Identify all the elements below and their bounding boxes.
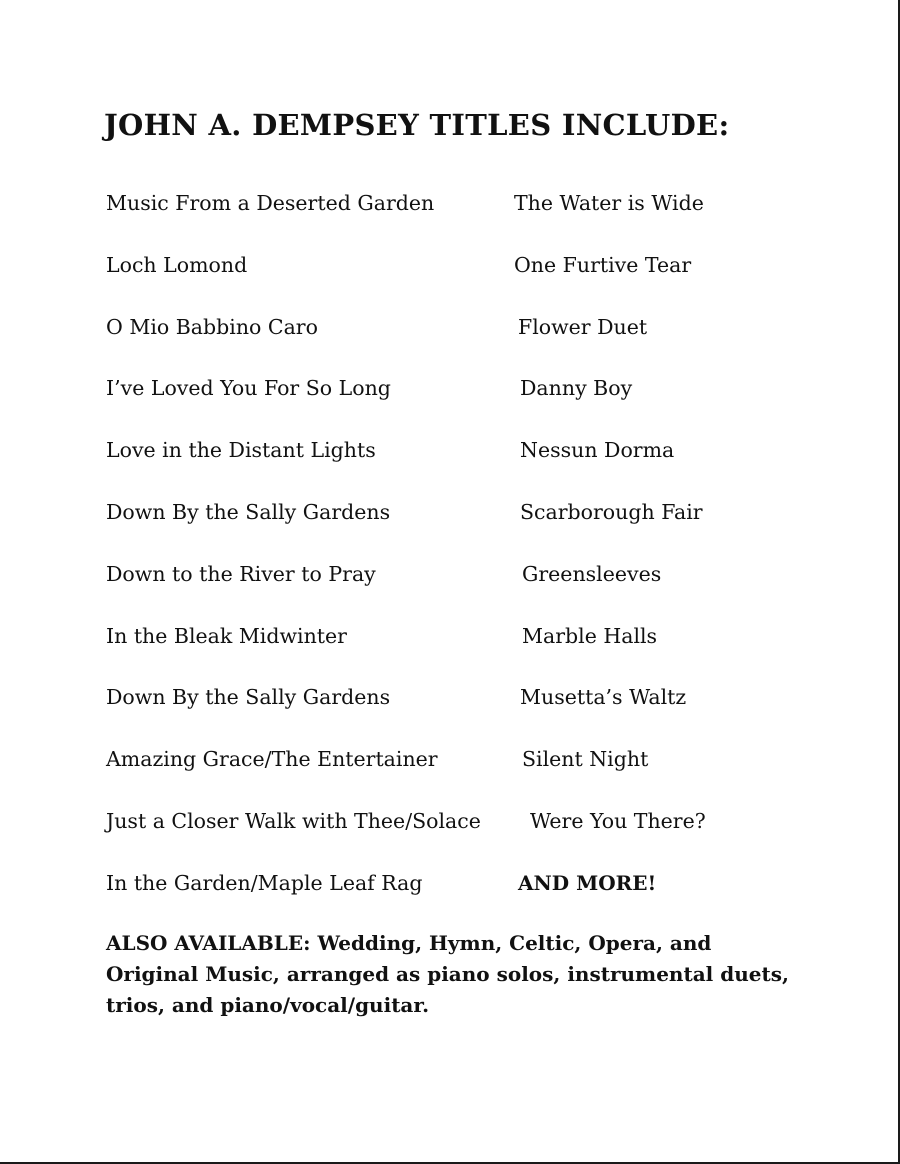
also-available-paragraph: ALSO AVAILABLE: Wedding, Hymn, Celtic, Opera, and Original Music, arranged as piano solos, instrumental duets, trios, and piano/vocal/guitar. <box>106 931 789 1017</box>
title-item: I’ve Loved You For So Long <box>106 376 391 401</box>
title-item: Greensleeves <box>522 561 662 586</box>
title-item: Love in the Distant Lights <box>106 438 376 463</box>
title-item: O Mio Babbino Caro <box>106 314 318 339</box>
title-item: One Furtive Tear <box>514 252 692 277</box>
right-title-column <box>514 186 706 928</box>
title-item: In the Garden/Maple Leaf Rag <box>106 870 423 895</box>
title-item: Just a Closer Walk with Thee/Solace <box>106 808 481 833</box>
title-item: The Water is Wide <box>514 191 704 215</box>
title-item: Nessun Dorma <box>520 438 675 463</box>
title-item: Scarborough Fair <box>520 499 703 524</box>
title-item: Danny Boy <box>520 376 633 401</box>
title-item: Loch Lomond <box>106 252 248 277</box>
title-item: Were You There? <box>530 808 706 833</box>
left-title-column <box>106 186 481 928</box>
title-item: Down By the Sally Gardens <box>106 685 391 710</box>
title-item: Silent Night <box>522 747 649 772</box>
title-item: Down By the Sally Gardens <box>106 499 391 524</box>
and-more-label: AND MORE! <box>518 870 657 895</box>
title-item: Amazing Grace/The Entertainer <box>106 747 438 772</box>
title-item: Musetta’s Waltz <box>520 685 687 710</box>
title-item: Flower Duet <box>518 314 648 339</box>
title-item: Marble Halls <box>522 623 658 648</box>
page-heading: JOHN A. DEMPSEY TITLES INCLUDE: <box>104 108 730 142</box>
title-item: In the Bleak Midwinter <box>106 623 347 648</box>
title-item: Music From a Deserted Garden <box>106 191 435 215</box>
title-item: Down to the River to Pray <box>106 561 376 586</box>
